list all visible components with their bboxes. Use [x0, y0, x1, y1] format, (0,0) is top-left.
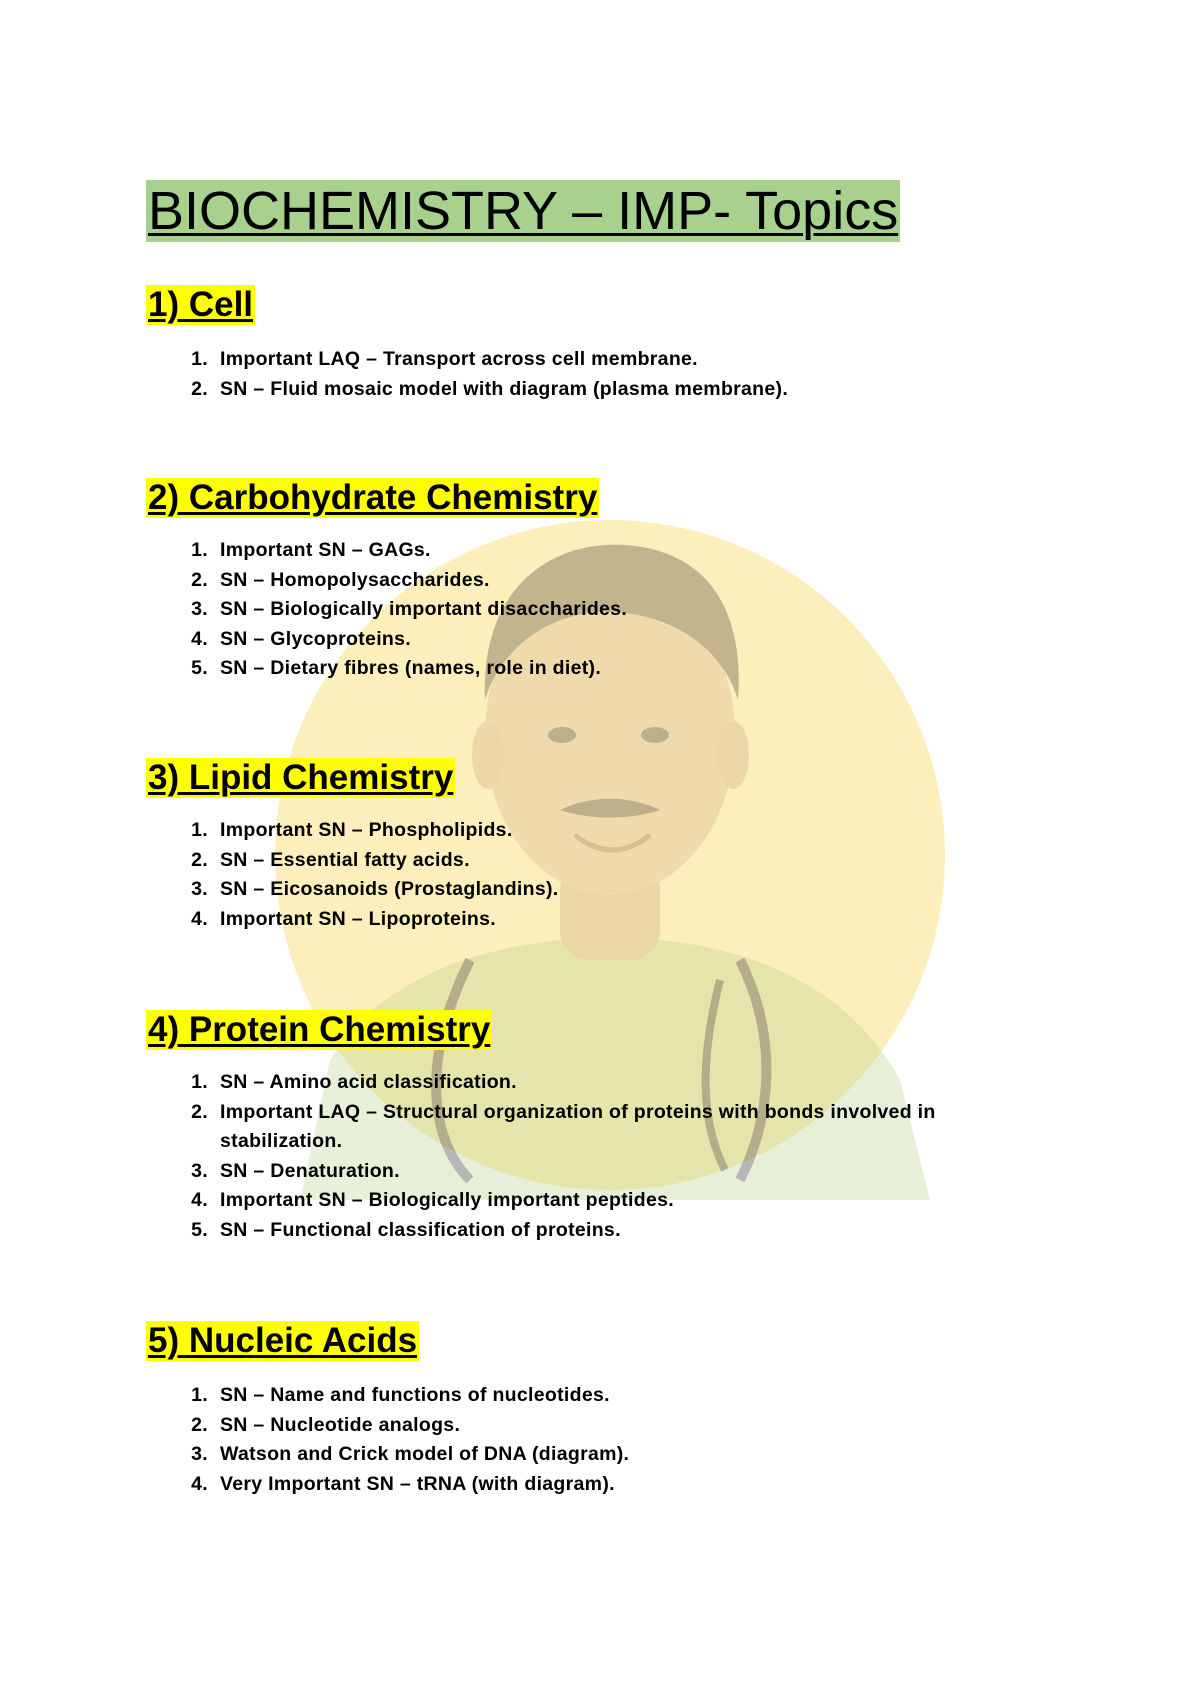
topic-list — [182, 1068, 1042, 1245]
section-heading: 2) Carbohydrate Chemistry — [148, 478, 598, 517]
list-item: 4. Very Important SN – tRNA (with diagram). — [191, 1472, 615, 1495]
section-heading: 3) Lipid Chemistry — [148, 758, 454, 797]
list-item: 1. SN – Amino acid classification. — [191, 1071, 517, 1093]
list-item: 5. SN – Functional classification of proteins. — [191, 1218, 621, 1241]
section-nucleic-acids — [146, 1321, 630, 1495]
list-item: 3. SN – Denaturation. — [191, 1159, 400, 1182]
list-item: 3. SN – Biologically important disaccharides. — [191, 598, 628, 620]
topic-list — [182, 1381, 1042, 1499]
topic-list — [182, 345, 1042, 404]
list-item: 4. SN – Glycoproteins. — [191, 627, 411, 650]
list-item: 2. Important LAQ – Structural organization of proteins with bonds involved in stabilization. — [191, 1100, 936, 1152]
topic-list — [182, 536, 1042, 684]
section-carbohydrate — [146, 478, 628, 679]
list-item: 1. SN – Name and functions of nucleotides. — [191, 1384, 610, 1406]
list-item: 2. SN – Homopolysaccharides. — [191, 568, 490, 591]
document-page — [146, 180, 1046, 1495]
list-item: 4. Important SN – Lipoproteins. — [191, 907, 496, 930]
list-item: 2. SN – Nucleotide analogs. — [191, 1413, 461, 1436]
section-lipid — [146, 758, 559, 930]
section-protein — [146, 1010, 936, 1241]
list-item: 4. Important SN – Biologically important peptides. — [191, 1189, 674, 1211]
list-item: 1. Important LAQ – Transport across cell membrane. — [191, 348, 698, 370]
list-item: 2. SN – Essential fatty acids. — [191, 848, 470, 871]
list-item: 5. SN – Dietary fibres (names, role in diet). — [191, 657, 602, 679]
list-item: 1. Important SN – GAGs. — [191, 539, 431, 561]
section-cell — [146, 285, 789, 400]
section-heading: 1) Cell — [148, 285, 254, 324]
topic-list — [182, 816, 1042, 934]
list-item: 2. SN – Fluid mosaic model with diagram (plasma membrane). — [191, 377, 789, 400]
list-item: 3. SN – Eicosanoids (Prostaglandins). — [191, 878, 559, 900]
list-item: 3. Watson and Crick model of DNA (diagram). — [191, 1443, 630, 1465]
section-heading: 5) Nucleic Acids — [148, 1321, 418, 1360]
section-heading: 4) Protein Chemistry — [148, 1010, 491, 1049]
list-item: 1. Important SN – Phospholipids. — [191, 819, 513, 841]
document-title: BIOCHEMISTRY – IMP- Topics — [148, 181, 899, 241]
